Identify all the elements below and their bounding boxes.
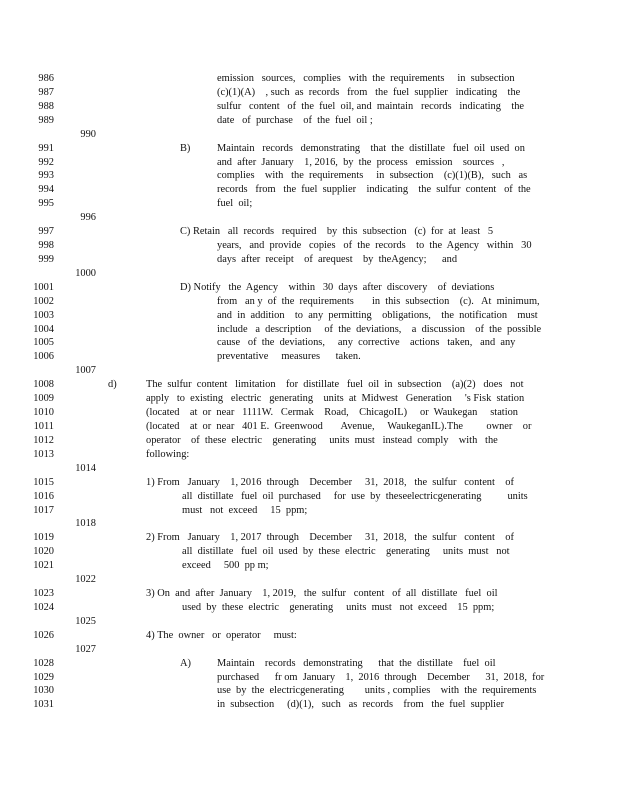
line-text: all distillate fuel oil used by these electric generating units must not (182, 546, 510, 558)
line-number: 1022 (75, 574, 96, 586)
document-line (0, 72, 618, 86)
document-line (0, 601, 618, 615)
line-number: 997 (38, 226, 54, 238)
document-line (0, 698, 618, 712)
line-text: years, and provide copies of the records to the Agency within 30 (217, 240, 532, 252)
document-line (0, 364, 618, 378)
line-text: records from the fuel supplier indicating the sulfur content of the (217, 184, 531, 196)
document-line (0, 211, 618, 225)
line-text: 3) On and after January 1, 2019, the sulfur content of all distillate fuel oil (146, 588, 498, 600)
line-text: in subsection (d)(1), such as records from the fuel supplier (217, 699, 505, 711)
list-marker: d) (108, 379, 117, 391)
line-number: 1007 (75, 365, 96, 377)
line-text: (located at or near 401 E. Greenwood Avenue, WaukeganIL).The owner or (146, 421, 532, 432)
line-text: complies with the requirements in subsection (c)(1)(B), such as (217, 170, 528, 182)
document-line (0, 183, 618, 197)
document-line (0, 559, 618, 573)
line-number: 993 (38, 170, 54, 182)
line-number: 990 (80, 128, 96, 140)
document-line (0, 587, 618, 601)
document-line (0, 309, 618, 323)
line-text: purchased fr om January 1, 2016 through December 31, 2018, for (217, 671, 545, 683)
line-text: and after January 1, 2016, by the process emission sources , (217, 156, 505, 168)
document-line (0, 434, 618, 448)
document-line (0, 336, 618, 350)
line-number: 999 (38, 253, 54, 265)
line-number: 1026 (33, 629, 54, 641)
document-line (0, 267, 618, 281)
line-number: 987 (38, 86, 54, 98)
line-text: Maintain records demonstrating that the distillate fuel oil (217, 657, 496, 669)
document-line (0, 323, 618, 337)
document-line (0, 420, 618, 434)
document-line (0, 378, 618, 392)
line-text: emission sources, complies with the requirements in subsection (217, 73, 515, 84)
line-text: use by the electricgenerating units , complies with the requirements (217, 685, 537, 697)
document-line (0, 281, 618, 295)
document-line (0, 629, 618, 643)
line-number: 1025 (75, 615, 96, 627)
document-line (0, 169, 618, 183)
line-text: sulfur content of the fuel oil, and maintain records indicating the (217, 100, 525, 112)
document-line (0, 197, 618, 211)
document-line (0, 156, 618, 170)
document-line (0, 671, 618, 685)
line-number: 1008 (33, 379, 54, 391)
line-number: 1006 (33, 351, 54, 363)
line-text: preventative measures taken. (217, 351, 361, 363)
line-number: 1029 (33, 671, 54, 683)
line-text: operator of these electric generating units must instead comply with the (146, 434, 498, 446)
line-text: include a description of the deviations, a discussion of the possible (217, 323, 542, 335)
list-marker: A) (180, 657, 191, 669)
line-number: 986 (38, 73, 54, 84)
list-marker: B) (180, 142, 191, 154)
line-number: 1020 (33, 546, 54, 558)
line-text: D) Notify the Agency within 30 days after discovery of deviations (180, 281, 495, 293)
document-line (0, 462, 618, 476)
line-text: 2) From January 1, 2017 through December 31, 2018, the sulfur content of (146, 532, 514, 544)
document-line (0, 128, 618, 142)
document-line (0, 239, 618, 253)
document-line (0, 476, 618, 490)
line-number: 994 (38, 184, 54, 196)
document-line (0, 253, 618, 267)
line-number: 1031 (33, 699, 54, 711)
line-number: 1004 (33, 323, 54, 335)
document-line (0, 684, 618, 698)
line-text: from an y of the requirements in this subsection (c). At minimum, (217, 295, 540, 307)
line-number: 1014 (75, 462, 96, 474)
document-line (0, 392, 618, 406)
line-text: date of purchase of the fuel oil ; (217, 114, 373, 126)
line-text: 1) From January 1, 2016 through December 31, 2018, the sulfur content of (146, 476, 514, 488)
line-text: used by these electric generating units must not exceed 15 ppm; (182, 601, 495, 613)
document-line (0, 490, 618, 504)
line-number: 1000 (75, 267, 96, 279)
line-number: 1010 (33, 407, 54, 419)
document-line (0, 225, 618, 239)
line-number: 991 (38, 142, 54, 154)
line-number: 1023 (33, 588, 54, 600)
line-number: 1016 (33, 490, 54, 502)
document-line (0, 114, 618, 128)
line-text: all distillate fuel oil purchased for use by theseelectricgenerating units (182, 490, 528, 502)
line-number: 992 (38, 156, 54, 168)
document-line (0, 142, 618, 156)
document-line (0, 86, 618, 100)
line-number: 1018 (75, 518, 96, 530)
document-line (0, 517, 618, 531)
line-number: 1017 (33, 504, 54, 516)
line-number: 1002 (33, 295, 54, 307)
line-text: apply to existing electric generating units at Midwest Generation 's Fisk station (146, 393, 525, 405)
line-number: 1013 (33, 448, 54, 460)
line-text: must not exceed 15 ppm; (182, 504, 308, 516)
line-number: 1024 (33, 601, 54, 613)
line-number: 1028 (33, 657, 54, 669)
document-line (0, 657, 618, 671)
line-number: 989 (38, 114, 54, 126)
line-text: and in addition to any permitting obligations, the notification must (217, 309, 538, 321)
document-line (0, 643, 618, 657)
line-number: 1019 (33, 532, 54, 544)
line-number: 1015 (33, 476, 54, 488)
document-line (0, 615, 618, 629)
document-line (0, 531, 618, 545)
line-number: 1011 (33, 421, 54, 432)
line-number: 1027 (75, 643, 96, 655)
line-number: 998 (38, 240, 54, 252)
line-text: cause of the deviations, any corrective actions taken, and any (217, 337, 516, 349)
line-text: 4) The owner or operator must: (146, 629, 297, 641)
line-number: 1021 (33, 560, 54, 572)
line-text: The sulfur content limitation for distillate fuel oil in subsection (a)(2) does not (146, 379, 524, 391)
line-text: (c)(1)(A) , such as records from the fuel supplier indicating the (217, 86, 521, 98)
document-line (0, 504, 618, 518)
line-number: 1001 (33, 281, 54, 293)
document-line (0, 100, 618, 114)
line-text: days after receipt of arequest by theAgency; and (217, 253, 458, 265)
line-text: C) Retain all records required by this subsection (c) for at least 5 (180, 226, 494, 238)
document-line (0, 448, 618, 462)
line-text: fuel oil; (217, 198, 253, 210)
document-line (0, 573, 618, 587)
document-line (0, 545, 618, 559)
document-line (0, 406, 618, 420)
line-number: 996 (80, 212, 96, 224)
line-number: 995 (38, 198, 54, 210)
line-number: 1012 (33, 434, 54, 446)
line-number: 988 (38, 100, 54, 112)
line-number: 1009 (33, 393, 54, 405)
line-text: (located at or near 1111W. Cermak Road, ChicagoIL) or Waukegan station (146, 407, 518, 419)
line-number: 1030 (33, 685, 54, 697)
line-text: following: (146, 448, 190, 460)
line-text: exceed 500 pp m; (182, 560, 269, 572)
document-line (0, 350, 618, 364)
line-number: 1003 (33, 309, 54, 321)
line-number: 1005 (33, 337, 54, 349)
line-text: Maintain records demonstrating that the distillate fuel oil used on (217, 142, 525, 154)
document-line (0, 295, 618, 309)
